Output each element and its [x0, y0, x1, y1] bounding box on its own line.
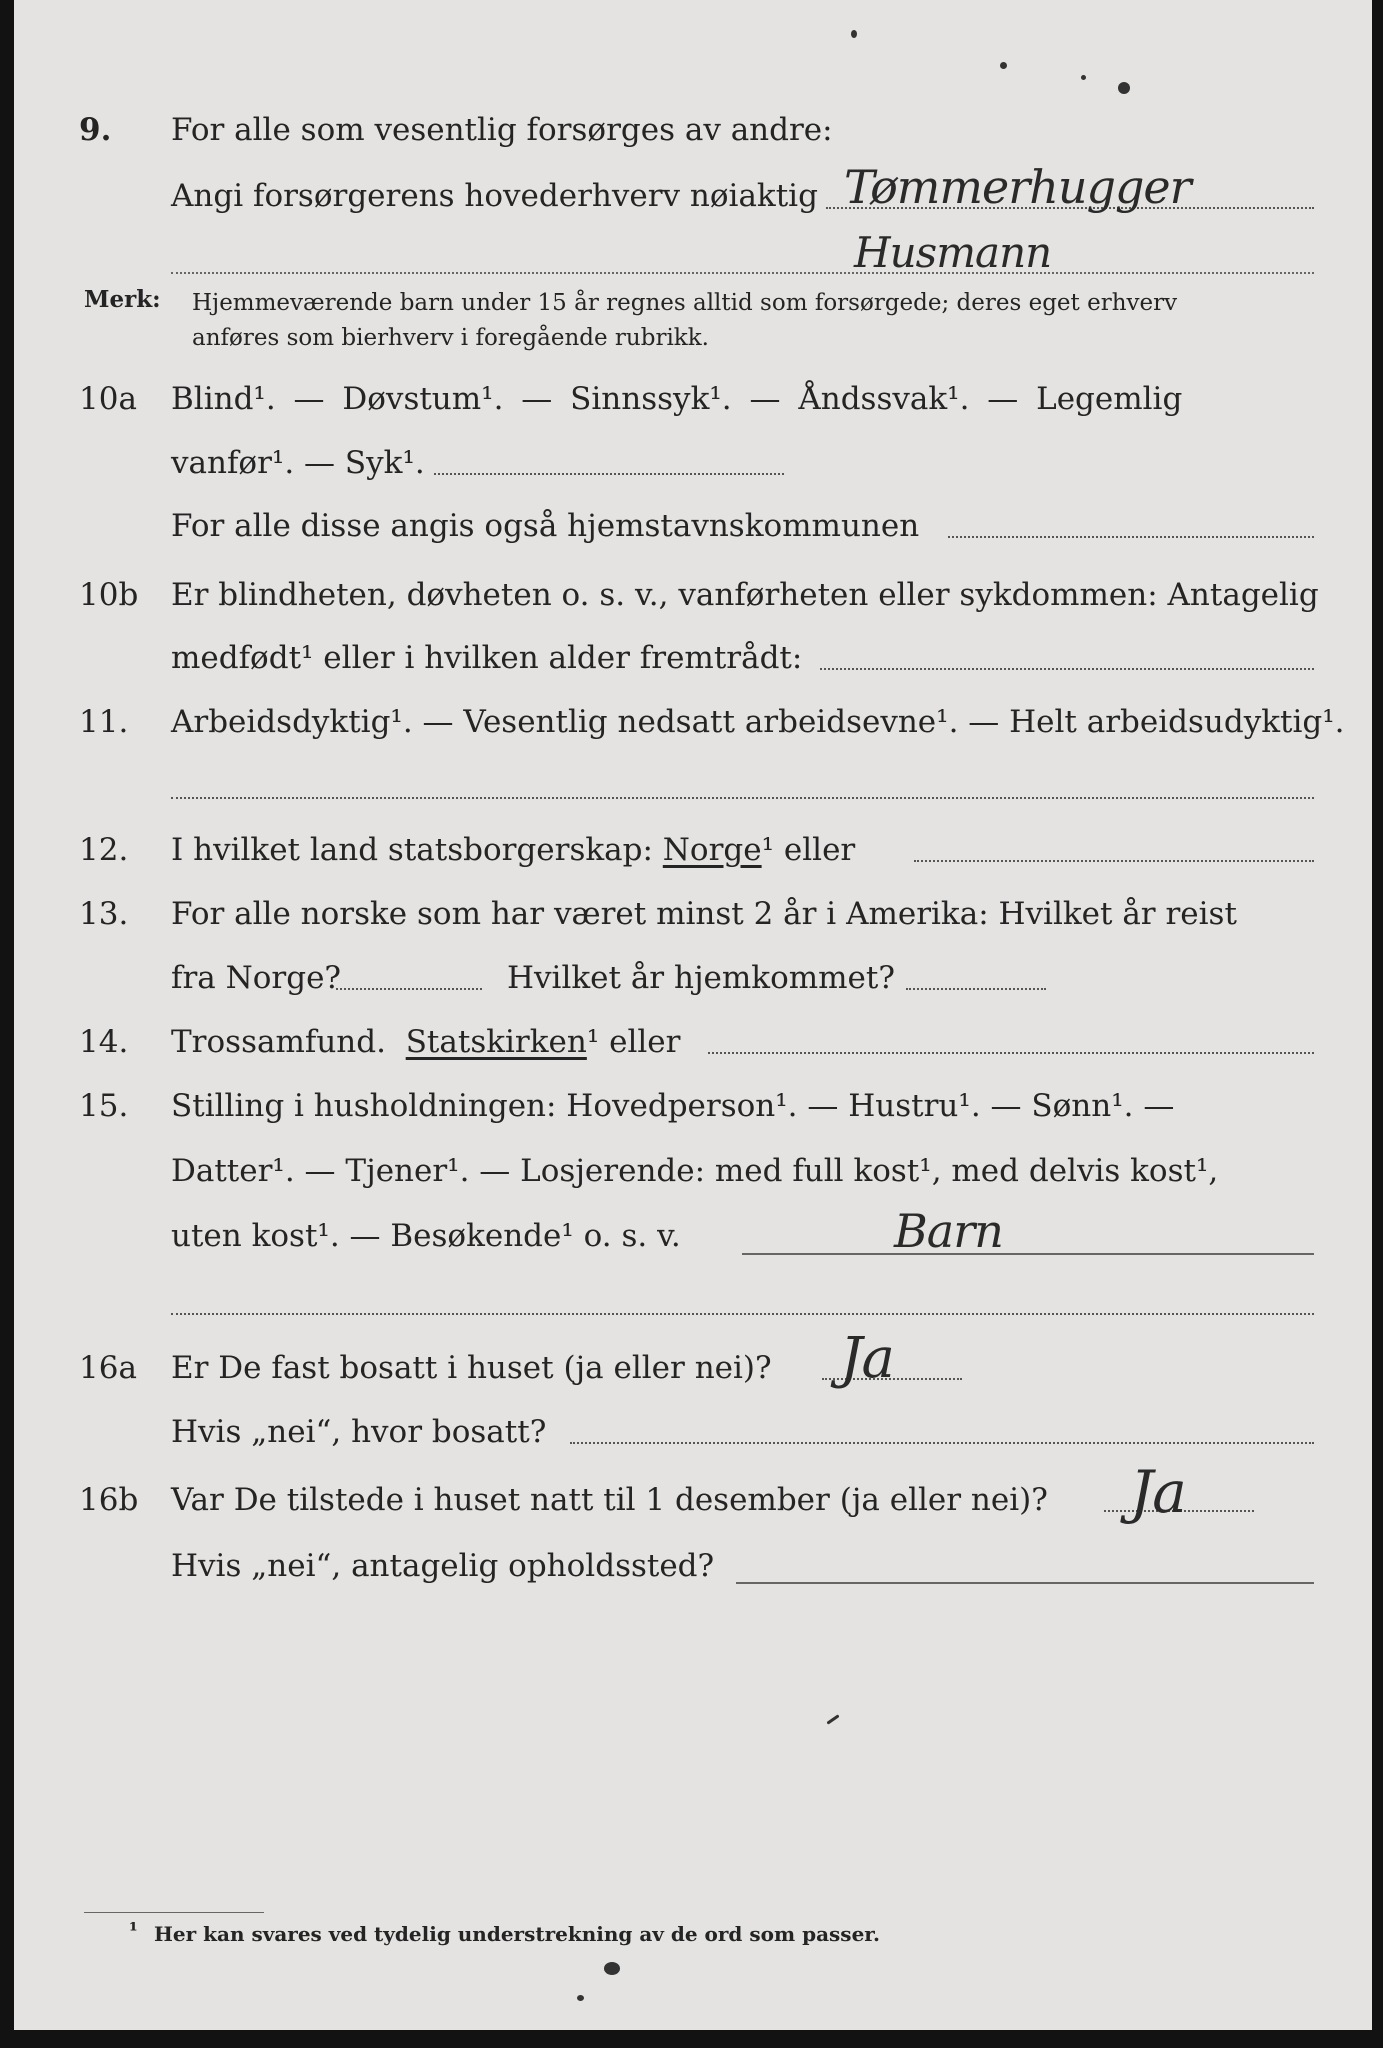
q13-reist-line — [336, 988, 482, 990]
q16b-handwritten-answer: Ja — [1130, 1458, 1186, 1526]
q15-line3: uten kost¹. — Besøkende¹ o. s. v. — [171, 1218, 681, 1254]
q16a-handwritten-answer: Ja — [840, 1326, 894, 1391]
q11-answer-line — [171, 797, 1314, 799]
q10a-line2: vanfør¹. — Syk¹. — [171, 445, 425, 481]
footnote-marker: ¹ — [129, 1918, 138, 1942]
q15-line1: Stilling i husholdningen: Hovedperson¹. — Hustru¹. — Sønn¹. — — [171, 1088, 1175, 1124]
q15-number: 15. — [79, 1088, 129, 1124]
q16a-number: 16a — [79, 1350, 137, 1386]
q16b-line2: Hvis „nei“, antagelig opholdssted? — [171, 1548, 715, 1584]
q16b-opholdssted-line — [736, 1582, 1314, 1584]
q9-number: 9. — [79, 112, 112, 148]
ink-speck — [826, 1714, 839, 1724]
q14-prefix: Trossamfund. — [171, 1024, 386, 1060]
q15-line2: Datter¹. — Tjener¹. — Losjerende: med full kost¹, med delvis kost¹, — [171, 1153, 1219, 1189]
q12-answer-line — [914, 860, 1314, 862]
q16b-number: 16b — [79, 1482, 139, 1518]
ink-speck — [1118, 82, 1130, 94]
ink-speck — [1081, 75, 1086, 80]
q11-line1: Arbeidsdyktig¹. — Vesentlig nedsatt arbeidsevne¹. — Helt arbeidsudyktig¹. — [171, 704, 1345, 740]
q10a-line1: Blind¹. — Døvstum¹. — Sinnssyk¹. — Åndssvak¹. — Legemlig — [171, 381, 1183, 417]
q12-underlined: Norge — [662, 832, 762, 868]
q16a-line1: Er De fast bosatt i huset (ja eller nei)? — [171, 1350, 772, 1386]
ink-speck — [604, 1962, 620, 1975]
q10a-number: 10a — [79, 381, 137, 417]
q11-number: 11. — [79, 704, 129, 740]
census-form-page — [14, 0, 1372, 2030]
q9-handwritten-answer-1: Tømmerhugger — [844, 160, 1191, 214]
footnote-rule — [84, 1912, 264, 1913]
q10a-syk-line — [434, 473, 784, 475]
q15-answer-line — [742, 1253, 1314, 1255]
q12-prefix: I hvilket land statsborgerskap: — [171, 832, 653, 868]
q10b-line2: medfødt¹ eller i hvilken alder fremtrådt: — [171, 640, 803, 676]
q13-line2b: Hvilket år hjemkommet? — [507, 960, 895, 996]
q16b-line1: Var De tilstede i huset natt til 1 desember (ja eller nei)? — [171, 1482, 1048, 1518]
merk-label: Merk: — [84, 286, 161, 313]
q14-suffix: ¹ eller — [586, 1024, 681, 1060]
q13-line1: For alle norske som har været minst 2 år i Amerika: Hvilket år reist — [171, 896, 1237, 932]
q16a-bosatt-line — [570, 1442, 1314, 1444]
q15-handwritten-answer: Barn — [894, 1204, 1003, 1258]
q16a-line2: Hvis „nei“, hvor bosatt? — [171, 1414, 547, 1450]
q15-extra-line — [171, 1313, 1314, 1315]
ink-speck — [577, 1995, 584, 2001]
q14-answer-line — [708, 1052, 1314, 1054]
q10b-answer-line — [820, 668, 1314, 670]
q14-number: 14. — [79, 1024, 129, 1060]
q9-handwritten-answer-2: Husmann — [854, 228, 1052, 277]
ink-speck — [1000, 62, 1007, 69]
footnote-text: Her kan svares ved tydelig understrekning av de ord som passer. — [154, 1922, 880, 1946]
q9-text-line2: Angi forsørgerens hovederhverv nøiaktig — [171, 178, 818, 214]
q9-text-line1: For alle som vesentlig forsørges av andre: — [171, 112, 833, 148]
merk-line1: Hjemmeværende barn under 15 år regnes alltid som forsørgede; deres eget erhverv — [192, 290, 1178, 316]
q10a-line3: For alle disse angis også hjemstavnskommunen — [171, 508, 920, 544]
q13-line2a: fra Norge? — [171, 960, 342, 996]
q10a-kommune-line — [948, 536, 1314, 538]
q13-number: 13. — [79, 896, 129, 932]
q13-hjemkommet-line — [906, 988, 1046, 990]
merk-line2: anføres som bierhverv i foregående rubrikk. — [192, 325, 709, 351]
q12-number: 12. — [79, 832, 129, 868]
q14-underlined: Statskirken — [405, 1024, 587, 1060]
q14-line — [171, 1024, 680, 1060]
ink-speck — [851, 30, 857, 38]
q9-second-line — [171, 272, 1314, 274]
q12-suffix: ¹ eller — [761, 832, 856, 868]
q10b-number: 10b — [79, 577, 139, 613]
q12-line — [171, 832, 855, 868]
q10b-line1: Er blindheten, døvheten o. s. v., vanførheten eller sykdommen: Antagelig — [171, 577, 1319, 613]
